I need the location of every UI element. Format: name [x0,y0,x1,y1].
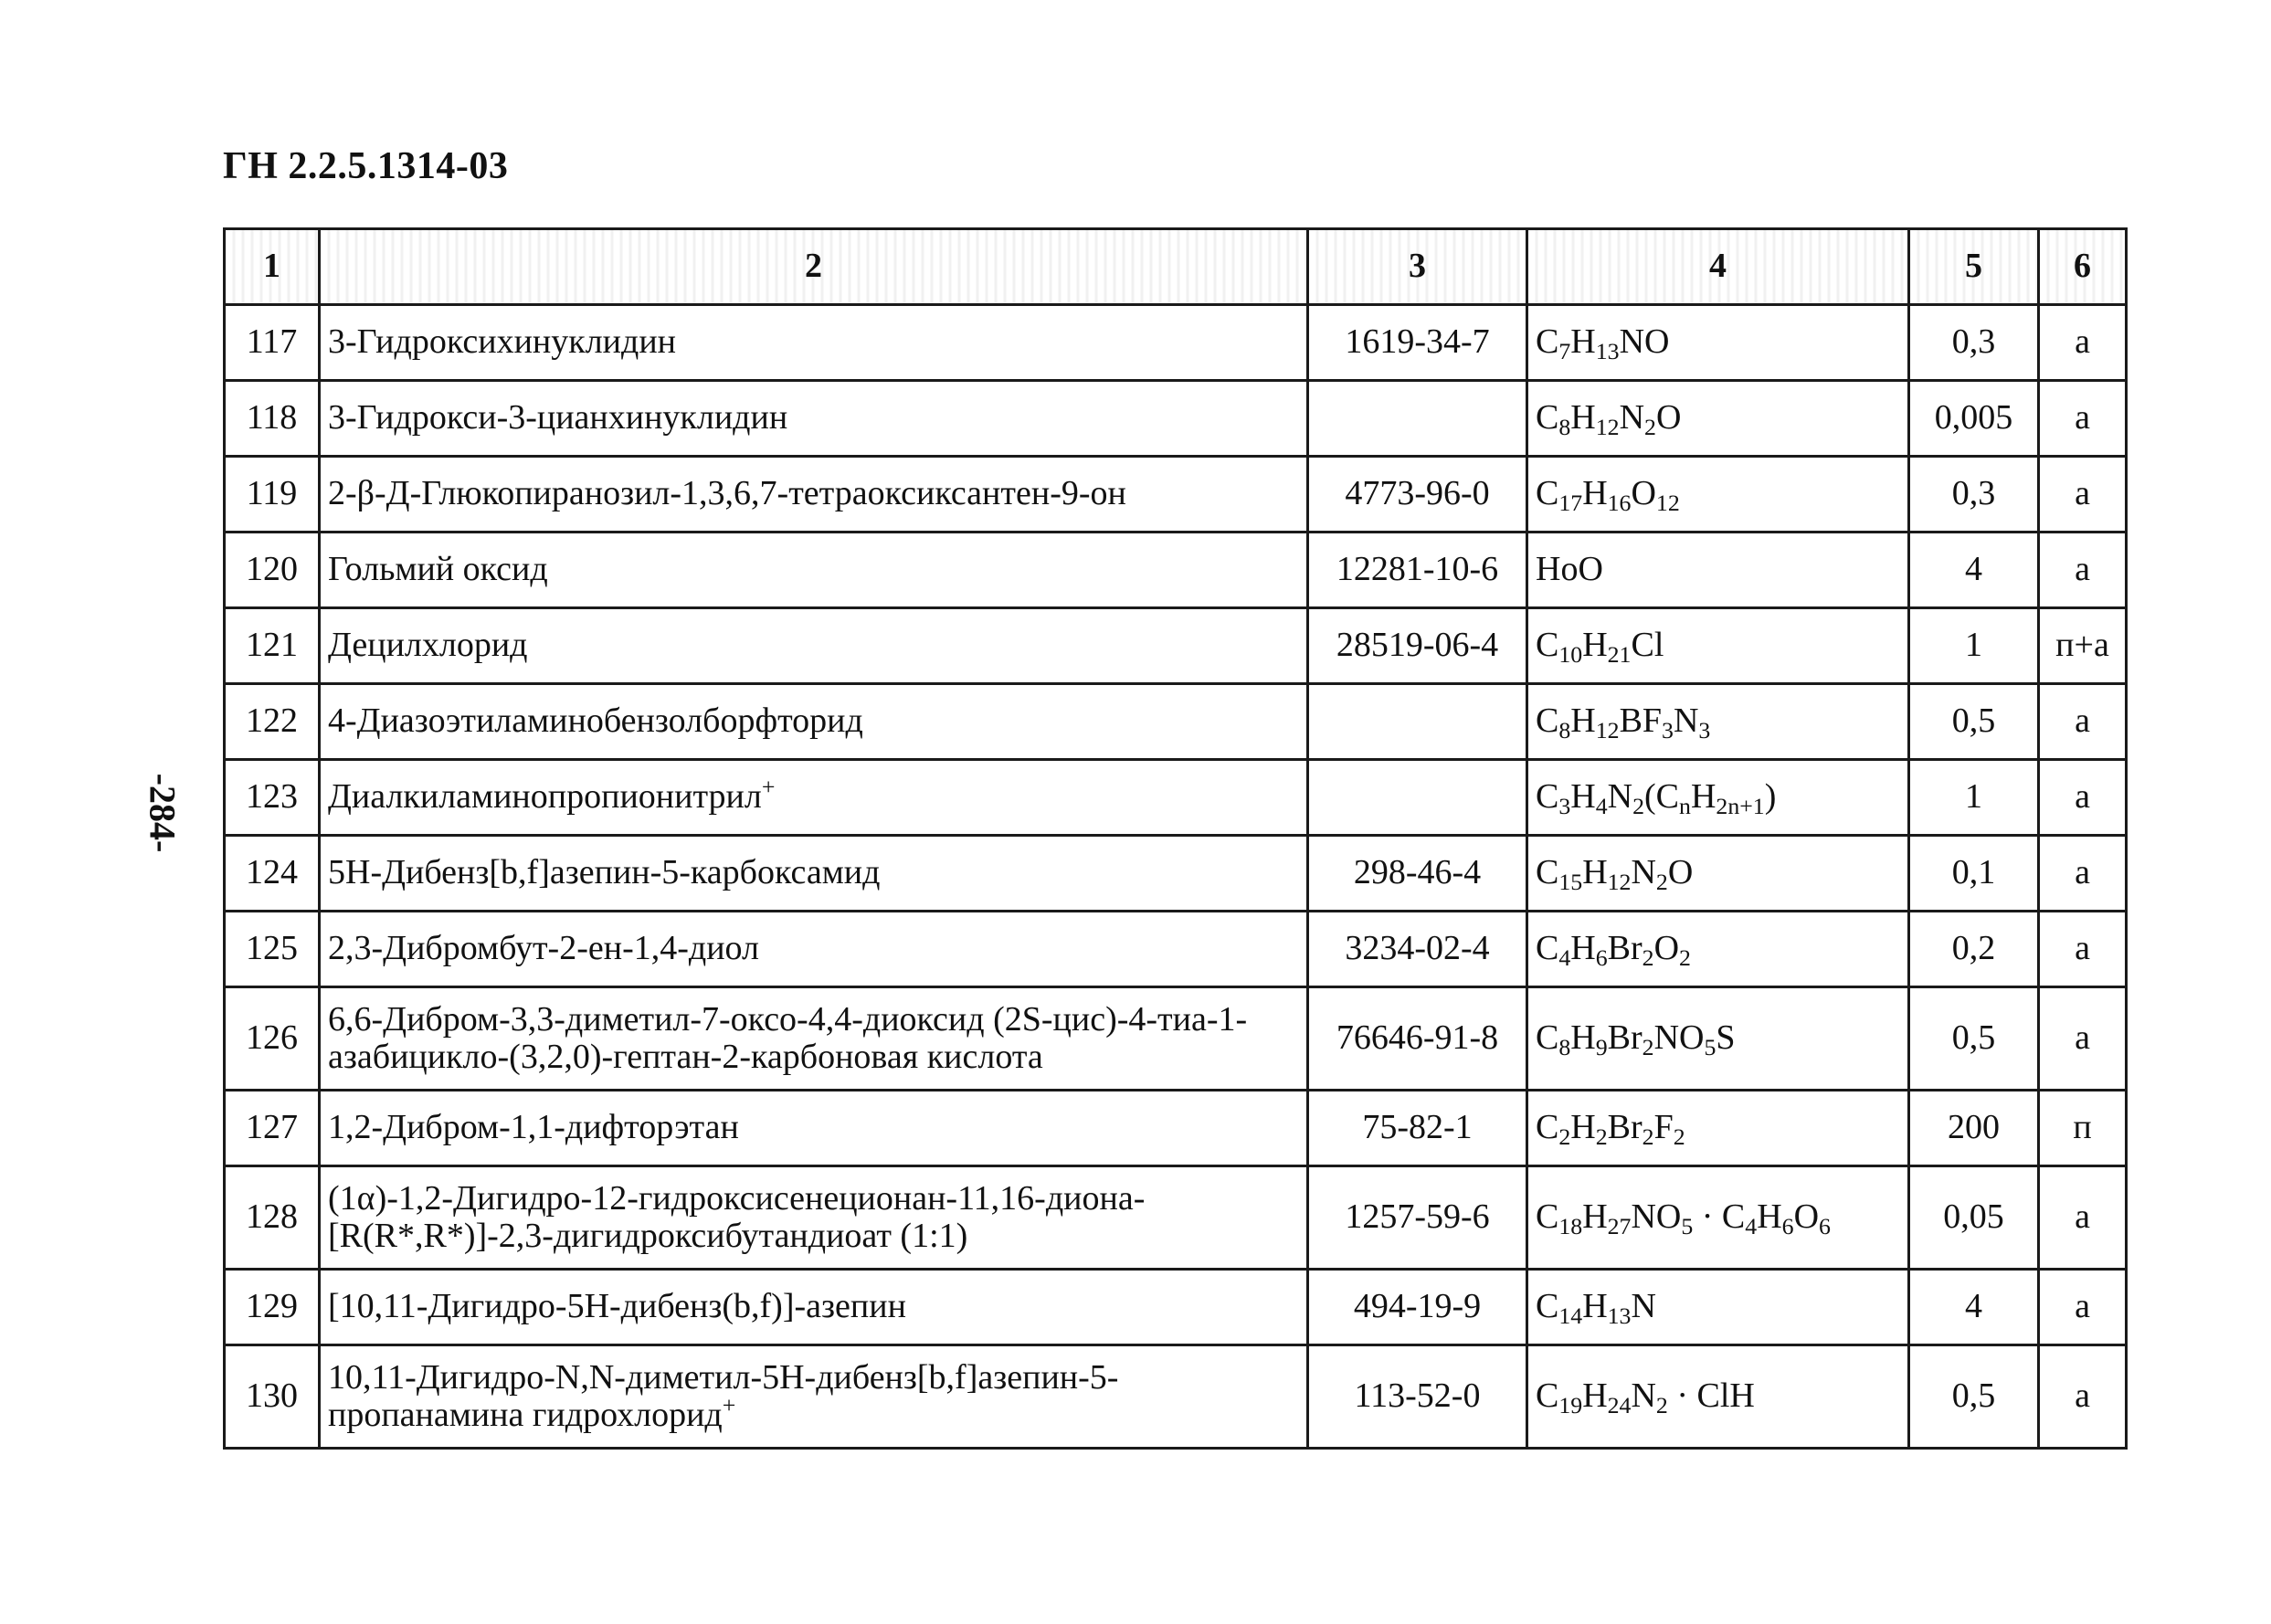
row-number: 120 [225,533,320,608]
cas-number: 75-82-1 [1308,1091,1527,1166]
table-row [225,836,2127,912]
substance-name: Децилхлорид [320,608,1308,684]
row-number: 121 [225,608,320,684]
aggregate-state: а [2039,912,2127,987]
cas-number: 494-19-9 [1308,1270,1527,1345]
cas-number [1308,760,1527,836]
cas-number: 12281-10-6 [1308,533,1527,608]
cas-number: 298-46-4 [1308,836,1527,912]
chemical-formula: HoO [1527,533,1909,608]
table-row [225,760,2127,836]
table-body [225,305,2127,1449]
limit-value: 0,1 [1909,836,2039,912]
limit-value: 0,2 [1909,912,2039,987]
table-row [225,305,2127,381]
row-number: 125 [225,912,320,987]
chemical-formula: $C_{14}H_{13}N$ [1527,1270,1909,1345]
table-row [225,987,2127,1091]
aggregate-state: а [2039,1166,2127,1270]
substance-name: 1,2-Дибром-1,1-дифторэтан [320,1091,1308,1166]
chemical-formula: $C_8H_{12}BF_3N_3$ [1527,684,1909,760]
substance-name: 2-β-Д-Глюкопиранозил-1,3,6,7-тетраоксиксантен-9-он [320,457,1308,533]
row-number: 123 [225,760,320,836]
substance-name: (1α)-1,2-Дигидро-12-гидроксисенеционан-11,16-диона-[R(R*,R*)]-2,3-дигидроксибутандиоат (1:1) [320,1166,1308,1270]
substance-name: 6,6-Дибром-3,3-диметил-7-оксо-4,4-диоксид (2S-цис)-4-тиа-1-азабицикло-(3,2,0)-гептан-2-карбоновая кислота [320,987,1308,1091]
cas-number: 1257-59-6 [1308,1166,1527,1270]
row-number: 129 [225,1270,320,1345]
row-number: 128 [225,1166,320,1270]
aggregate-state: а [2039,760,2127,836]
aggregate-state: а [2039,1270,2127,1345]
chemical-formula: $C_8H_9Br_2NO_5S$ [1527,987,1909,1091]
column-header-6: 6 [2039,229,2127,305]
chemical-formula: $C_{15}H_{12}N_2O$ [1527,836,1909,912]
limit-value: 0,5 [1909,987,2039,1091]
table-row [225,457,2127,533]
cas-number: 1619-34-7 [1308,305,1527,381]
table-row [225,1345,2127,1449]
aggregate-state: а [2039,684,2127,760]
substances-table [223,227,2128,1450]
aggregate-state: а [2039,533,2127,608]
chemical-formula: $C_{19}H_{24}N_2$ · ClH [1527,1345,1909,1449]
row-number: 119 [225,457,320,533]
chemical-formula: $C_{18}H_{27}NO_5 \cdot C_4H_6O_6$ [1527,1166,1909,1270]
substance-name: 5Н-Дибенз[b,f]азепин-5-карбоксамид [320,836,1308,912]
substance-name: 2,3-Дибромбут-2-ен-1,4-диол [320,912,1308,987]
aggregate-state: а [2039,836,2127,912]
column-header-5: 5 [1909,229,2039,305]
chemical-formula: $C_4H_6Br_2O_2$ [1527,912,1909,987]
substance-name: 4-Диазоэтиламинобензолборфторид [320,684,1308,760]
cas-number: 4773-96-0 [1308,457,1527,533]
chemical-formula: $C_3H_4N_2(C_nH_{2n+1})$ [1527,760,1909,836]
limit-value: 0,3 [1909,457,2039,533]
cas-number [1308,381,1527,457]
substance-name: Диалкиламинопропионитрил+ [320,760,1308,836]
limit-value: 0,05 [1909,1166,2039,1270]
table-row [225,684,2127,760]
limit-value: 0,5 [1909,1345,2039,1449]
aggregate-state: а [2039,457,2127,533]
limit-value: 0,3 [1909,305,2039,381]
substance-name: 3-Гидрокси-3-цианхинуклидин [320,381,1308,457]
chemical-formula: $C_{17}H_{16}O_{12}$ [1527,457,1909,533]
cas-number [1308,684,1527,760]
table-row [225,1091,2127,1166]
chemical-formula: $C_7H_{13}NO$ [1527,305,1909,381]
aggregate-state: п [2039,1091,2127,1166]
aggregate-state: а [2039,381,2127,457]
row-number: 124 [225,836,320,912]
cas-number: 113-52-0 [1308,1345,1527,1449]
limit-value: 0,005 [1909,381,2039,457]
substance-name: [10,11-Дигидро-5Н-дибенз(b,f)]-азепин [320,1270,1308,1345]
column-header-4: 4 [1527,229,1909,305]
column-header-2: 2 [320,229,1308,305]
table-row [225,608,2127,684]
row-number: 117 [225,305,320,381]
cas-number: 28519-06-4 [1308,608,1527,684]
row-number: 122 [225,684,320,760]
substance-name: 10,11-Дигидро-N,N-диметил-5Н-дибенз[b,f]азепин-5-пропанамина гидрохлорид+ [320,1345,1308,1449]
aggregate-state: а [2039,305,2127,381]
table-row [225,381,2127,457]
row-number: 127 [225,1091,320,1166]
row-number: 130 [225,1345,320,1449]
aggregate-state: а [2039,1345,2127,1449]
row-number: 118 [225,381,320,457]
column-header-3: 3 [1308,229,1527,305]
chemical-formula: $C_8H_{12}N_2O$ [1527,381,1909,457]
limit-value: 200 [1909,1091,2039,1166]
chemical-formula: $C_2H_2Br_2F_2$ [1527,1091,1909,1166]
limit-value: 4 [1909,1270,2039,1345]
table-row [225,1166,2127,1270]
substance-name: 3-Гидроксихинуклидин [320,305,1308,381]
table-row [225,912,2127,987]
cas-number: 76646-91-8 [1308,987,1527,1091]
limit-value: 1 [1909,760,2039,836]
document-code: ГН 2.2.5.1314-03 [223,145,509,187]
table-row [225,533,2127,608]
row-number: 126 [225,987,320,1091]
substance-name: Гольмий оксид [320,533,1308,608]
table-header-row [225,229,2127,305]
limit-value: 4 [1909,533,2039,608]
cas-number: 3234-02-4 [1308,912,1527,987]
aggregate-state: а [2039,987,2127,1091]
limit-value: 0,5 [1909,684,2039,760]
aggregate-state: п+а [2039,608,2127,684]
chemical-formula: $C_{10}H_{21}Cl$ [1527,608,1909,684]
table-row [225,1270,2127,1345]
page-number: -284- [142,773,184,853]
limit-value: 1 [1909,608,2039,684]
column-header-1: 1 [225,229,320,305]
